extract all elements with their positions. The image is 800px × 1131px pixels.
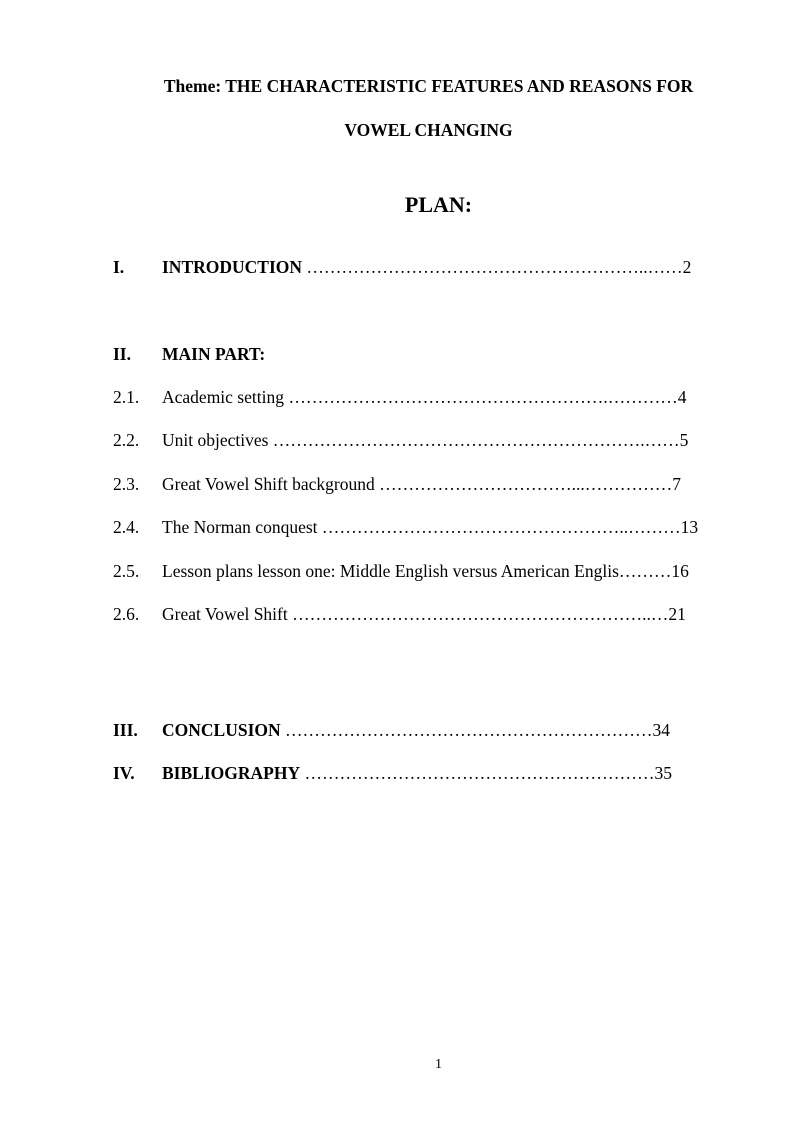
toc-num-main-part: II. <box>113 344 131 364</box>
toc-num-2-4: 2.4. <box>113 517 140 537</box>
toc-entry-conclusion: CONCLUSION ………………………………………………………34 <box>162 720 671 740</box>
toc-num-2-3: 2.3. <box>113 474 140 494</box>
toc-entry-2-4: The Norman conquest ……………………………………………..………13 <box>162 517 699 537</box>
toc-entry-2-1: Academic setting ……………………………………………….…………4 <box>162 387 687 407</box>
toc-num-bibliography: IV. <box>113 763 135 783</box>
toc-num-2-2: 2.2. <box>113 430 140 450</box>
toc-num-introduction: I. <box>113 257 125 277</box>
toc-entry-2-3: Great Vowel Shift background ……………………………...……………7 <box>162 474 681 494</box>
plan-heading: PLAN: <box>404 192 473 217</box>
title-line-1: Theme: THE CHARACTERISTIC FEATURES AND REASONS FOR <box>163 76 694 96</box>
toc-num-2-5: 2.5. <box>113 561 140 581</box>
title-line-2: VOWEL CHANGING <box>344 120 513 140</box>
page-number: 1 <box>435 1057 442 1072</box>
toc-entry-main-part: MAIN PART: <box>162 344 266 364</box>
toc-num-2-1: 2.1. <box>113 387 140 407</box>
toc-entry-2-6: Great Vowel Shift ……………………………………………………..…21 <box>162 604 686 624</box>
toc-num-2-6: 2.6. <box>113 604 140 624</box>
toc-entry-introduction: INTRODUCTION …………………………………………………..……2 <box>162 257 692 277</box>
toc-entry-2-5: Lesson plans lesson one: Middle English versus American Englis………16 <box>162 561 689 581</box>
toc-entry-bibliography: BIBLIOGRAPHY ……………………………………………………35 <box>162 763 672 783</box>
toc-entry-2-2: Unit objectives ……………………………………………………….……5 <box>162 430 689 450</box>
toc-num-conclusion: III. <box>113 720 138 740</box>
